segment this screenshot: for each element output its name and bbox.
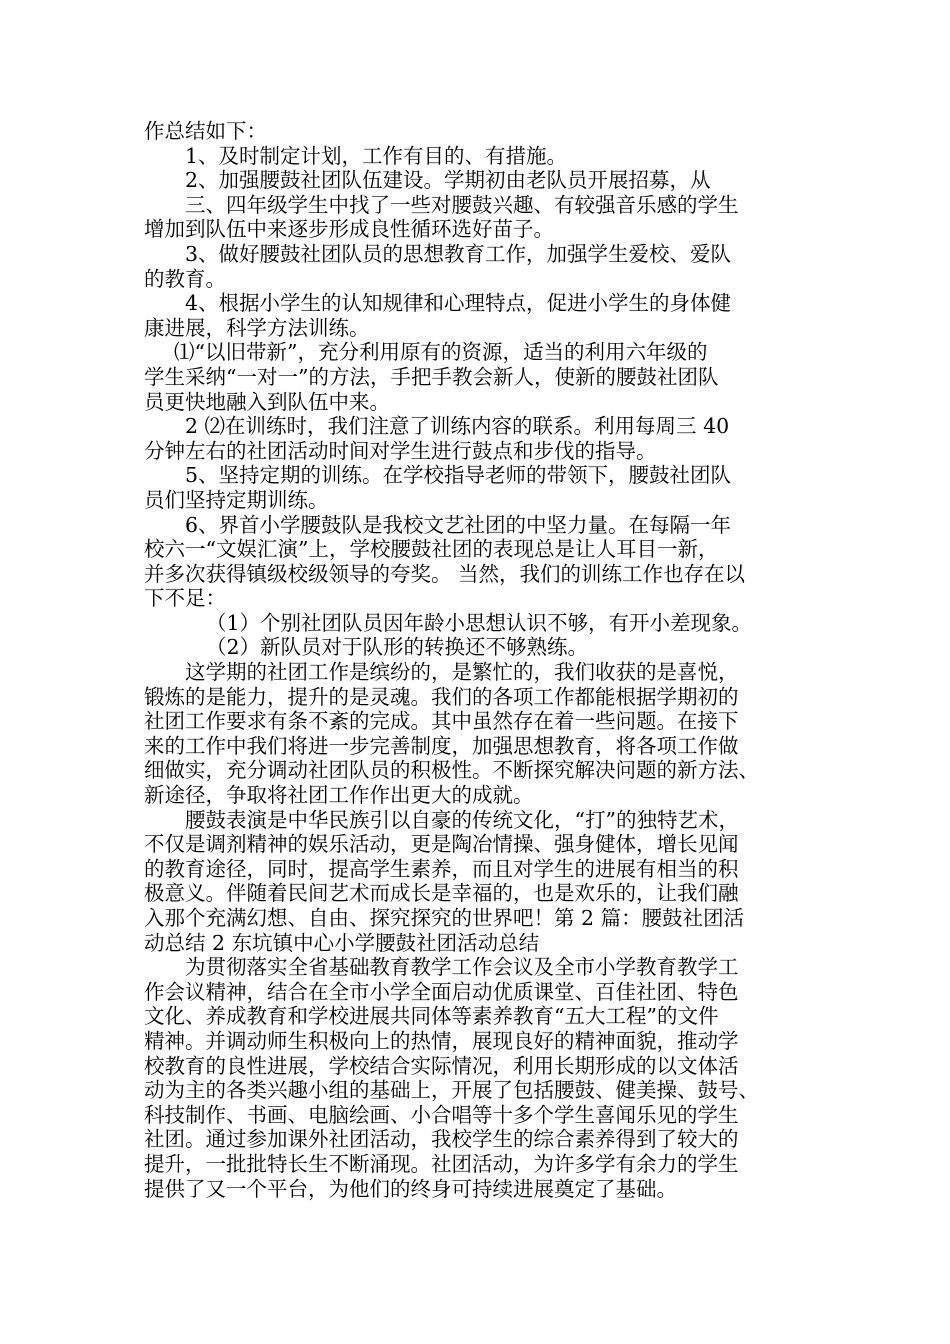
text-line: 三、四年级学生中找了一些对腰鼓兴趣、有较强音乐感的学生: [185, 192, 739, 217]
text-line: （1）个别社团队员因年龄小思想认识不够，有开小差现象。: [206, 610, 753, 635]
text-line: 社团。通过参加课外社团活动，我校学生的综合素养得到了较大的: [144, 1127, 739, 1152]
text-line: 5、坚持定期的训练。在学校指导老师的带领下，腰鼓社团队: [185, 463, 732, 488]
text-line: 社团工作要求有条不紊的完成。其中虽然存在着一些问题。在接下: [144, 709, 739, 734]
text-line: 极意义。伴随着民间艺术而成长是幸福的，也是欢乐的，让我们融: [144, 881, 739, 906]
text-line: 动总结 2 东坑镇中心小学腰鼓社团活动总结: [144, 930, 540, 955]
text-line: 学生采纳“一对一”的方法，手把手教会新人，使新的腰鼓社团队: [144, 364, 719, 389]
text-line: 来的工作中我们将进一步完善制度，加强思想教育，将各项工作做: [144, 733, 739, 758]
text-line: 这学期的社团工作是缤纷的，是繁忙的，我们收获的是喜悦，: [185, 660, 739, 685]
text-line: 康进展，科学方法训练。: [144, 315, 370, 340]
text-line: 的教育。: [144, 266, 226, 291]
text-line: 员更快地融入到队伍中来。: [144, 389, 390, 414]
text-line: 校教育的良性进展，学校结合实际情况，利用长期形成的以文体活: [144, 1053, 739, 1078]
text-line: 3、做好腰鼓社团队员的思想教育工作，加强学生爱校、爱队: [185, 241, 732, 266]
text-line: 精神。并调动师生积极向上的热情，展现良好的精神面貌，推动学: [144, 1028, 739, 1053]
document-body: [144, 119, 824, 1201]
text-line: 2、加强腰鼓社团队伍建设。学期初由老队员开展招募，从: [185, 168, 711, 193]
text-line: 科技制作、书画、电脑绘画、小合唱等十多个学生喜闻乐见的学生: [144, 1102, 739, 1127]
text-line: 1、及时制定计划，工作有目的、有措施。: [185, 143, 568, 168]
text-line: 的教育途径，同时，提高学生素养，而且对学生的进展有相当的积: [144, 856, 739, 881]
text-line: （2）新队员对于队形的转换还不够熟练。: [206, 635, 589, 660]
text-line: 6、界首小学腰鼓队是我校文艺社团的中坚力量。在每隔一年: [185, 512, 732, 537]
text-line: 锻炼的是能力，提升的是灵魂。我们的各项工作都能根据学期初的: [144, 684, 739, 709]
text-line: ⑴“以旧带新”，充分利用原有的资源，适当的利用六年级的: [174, 340, 708, 365]
text-line: 分钟左右的社团活动时间对学生进行鼓点和步伐的指导。: [144, 438, 657, 463]
text-line: 4、根据小学生的认知规律和心理特点，促进小学生的身体健: [185, 291, 732, 316]
text-line: 2 ⑵在训练时，我们注意了训练内容的联系。利用每周三 40: [185, 414, 730, 439]
text-line: 新途径，争取将社团工作作出更大的成就。: [144, 783, 534, 808]
text-line: 不仅是调剂精神的娱乐活动，更是陶冶情操、强身健体，增长见闻: [144, 832, 739, 857]
text-line: 作会议精神，结合在全市小学全面启动优质课堂、百佳社团、特色: [144, 979, 739, 1004]
text-line: 下不足：: [144, 586, 226, 611]
text-line: 动为主的各类兴趣小组的基础上，开展了包括腰鼓、健美操、鼓号、: [144, 1078, 759, 1103]
text-line: 提升，一批批特长生不断涌现。社团活动，为许多学有余力的学生: [144, 1151, 739, 1176]
text-line: 作总结如下：: [144, 119, 267, 143]
text-line: 增加到队伍中来逐步形成良性循环选好苗子。: [144, 217, 554, 242]
text-line: 细做实，充分调动社团队员的积极性。不断探究解决问题的新方法、: [144, 758, 759, 783]
text-line: 员们坚持定期训练。: [144, 487, 329, 512]
text-line: 腰鼓表演是中华民族引以自豪的传统文化，“打”的独特艺术，: [185, 807, 739, 832]
text-line: 文化、养成教育和学校进展共同体等素养教育“五大工程”的文件: [144, 1004, 719, 1029]
text-line: 提供了又一个平台，为他们的终身可持续进展奠定了基础。: [144, 1176, 677, 1201]
text-line: 入那个充满幻想、自由、探究探究的世界吧！第 2 篇：腰鼓社团活: [144, 906, 745, 930]
text-line: 并多次获得镇级校级领导的夸奖。 当然，我们的训练工作也存在以: [144, 561, 746, 586]
text-line: 校六一“文娱汇演”上，学校腰鼓社团的表现总是让人耳目一新，: [144, 537, 719, 562]
text-line: 为贯彻落实全省基础教育教学工作会议及全市小学教育教学工: [185, 955, 739, 980]
